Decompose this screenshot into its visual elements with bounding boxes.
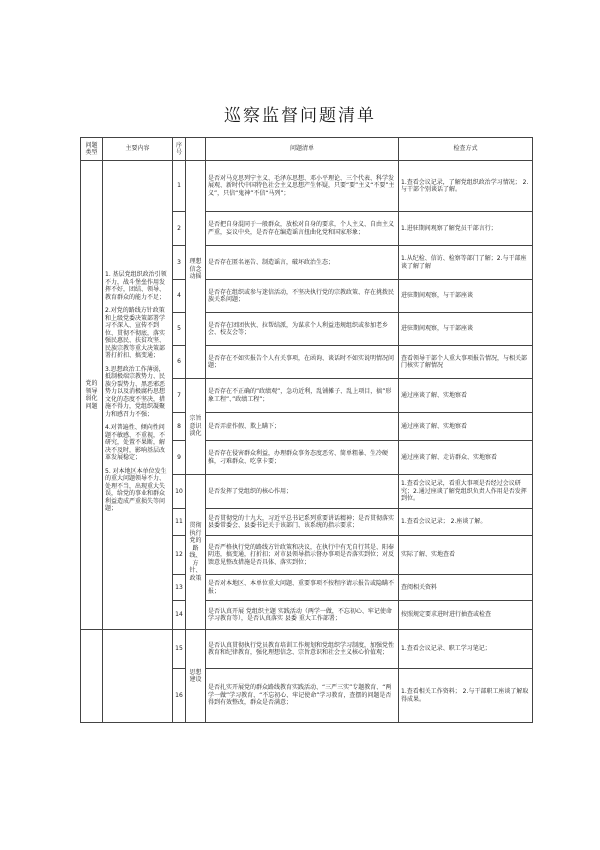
method-cell: 查看领导干部个人重大事项报告情况，与相关部门核实了解情况 (399, 346, 533, 379)
row-number: 6 (173, 346, 186, 379)
row-number: 12 (173, 536, 186, 575)
header-category: 问题类型 (81, 138, 103, 161)
problem-cell: 是否认真贯彻执行党员教育培训工作规划和党组织学习制度，加强党性教育和纪律教育，强化理想信念、宗旨意识和社会主义核心价值观； (206, 630, 399, 669)
row-number: 16 (173, 669, 186, 723)
header-main-content: 主要内容 (103, 138, 173, 161)
method-cell: 按照规定要求进时进行抽查或检查 (399, 601, 533, 630)
row-number: 1 (173, 161, 186, 212)
table-row (81, 630, 533, 669)
row-number: 15 (173, 630, 186, 669)
method-cell: 1.从纪检、信访、检察等部门了解；2.与干部座谈了解了解 (399, 246, 533, 280)
method-cell: 实际了解、实地查看 (399, 536, 533, 575)
problem-cell: 是否发挥了党组织的核心作用； (206, 475, 399, 509)
problem-cell: 是否存在组织或参与迷信活动，不坚决执行党的宗教政策、存在挑拨民族关系问题； (206, 280, 399, 313)
table-header-row (81, 138, 533, 161)
problem-cell: 是否对马克思列宁主义、毛泽东思想、邓小平理论、三个代表、科学发展观、新时代中国特色社会主义思想产生怀疑，只要“要”主义“不要”主义”，只信“鬼神”不信“马列”； (206, 161, 399, 212)
problem-cell: 是否把自身混同于一般群众，放松对自身的要求，个人主义、自由主义严重，妄议中央，是否存在编造谣言扭曲化党和国家形象； (206, 212, 399, 246)
problem-cell: 是否弄虚作假、欺上瞒下； (206, 413, 399, 441)
problem-cell: 是否对本地区、本单位重大问题、重要事项不按程序请示报告或隐瞒不报； (206, 575, 399, 601)
method-cell: 1.查看会议记录、职工学习笔记； (399, 630, 533, 669)
header-subcategory (186, 138, 206, 161)
method-cell: 1.查看会议记录，了解党组织政治学习情况； 2.与干部个别谈话了解。 (399, 161, 533, 212)
method-cell: 1.查看会议记录，看重大事项是否经过会议研究；2.通过座谈了解党组织负责人作用是否发挥到位。 (399, 475, 533, 509)
subcategory-cell: 思想建设 (186, 630, 206, 723)
row-number: 4 (173, 280, 186, 313)
row-number: 9 (173, 441, 186, 475)
table-row (81, 161, 533, 212)
problem-cell: 是否认真开展 党组织主题 实践活动（两学一做，不忘初心、牢记使命学习教育等），是否认真落实 县委 重大工作部署； (206, 601, 399, 630)
category-cell (81, 630, 103, 723)
method-cell: 通过座谈了解、走访群众、实地察看 (399, 441, 533, 475)
main-content-cell (103, 630, 173, 723)
row-number: 2 (173, 212, 186, 246)
method-cell: 查阅相关资料 (399, 575, 533, 601)
problem-cell: 是否扎实开展党的群众路线教育实践活动、“三严三实”专题教育、“两学一做”学习教育、“不忘初心、牢记使命”学习教育，查摆的问题是否得到有效整改，群众是否满意； (206, 669, 399, 723)
main-content-cell (103, 161, 173, 630)
problem-cell: 是否存在不如实报告个人有关事项，在函询、谈话时不如实说明情况问题； (206, 346, 399, 379)
problem-cell: 是否贯彻党的十九大，习近平总书记系列重要讲话精神；是否贯彻落实县委常委会、县委书记关于该部门、该系统的指示要求； (206, 509, 399, 536)
problem-cell: 是否存在侵害群众利益，办理群众事务态度恶劣、简单粗暴、生冷硬推，刁难群众、吃拿卡要； (206, 441, 399, 475)
method-cell: 1.进驻期间观察了解党员干部言行； (399, 212, 533, 246)
row-number: 11 (173, 509, 186, 536)
method-cell: 进驻期间观察，与干部座谈 (399, 313, 533, 346)
row-number: 10 (173, 475, 186, 509)
method-cell: 1.查看会议记录； 2.座谈了解。 (399, 509, 533, 536)
method-cell: 通过座谈了解、实地察看 (399, 413, 533, 441)
problem-cell: 是否存在团团伙伙、拉帮结派，为谋求个人利益违规组织或参加老乡会、校友会等； (206, 313, 399, 346)
row-number: 5 (173, 313, 186, 346)
subcategory-cell: 理想信念动摇 (186, 161, 206, 379)
method-cell: 1.查看相关工作资料； 2.与干部职工座谈了解取得成果。 (399, 669, 533, 723)
header-check-method: 检查方式 (399, 138, 533, 161)
main-content-item: 3.思想政治工作薄弱，抵制极端宗教势力、民族分裂势力、黑恶邪恶势力以及消极腐朽思想文化的态度不坚决，措施不得力，党组织凝聚力和感召力不强； (105, 365, 166, 418)
method-cell: 通过座谈了解、实地察看 (399, 379, 533, 413)
problem-cell: 是否存在匿名诬告、制造谣言，破坏政治生态； (206, 246, 399, 280)
row-number: 3 (173, 246, 186, 280)
row-number: 7 (173, 379, 186, 413)
subcategory-cell: 贯彻执行党的路线、方针、政策 (186, 475, 206, 630)
main-content-item: 5. 对本地区本单位发生的重大问题领导不力、处理不当，出现重大失误，给党的事业和群众利益造成严重损失等问题； (105, 467, 167, 513)
header-number: 序号 (173, 138, 186, 161)
method-cell: 进驻期间观察，与干部座谈 (399, 280, 533, 313)
subcategory-cell: 宗旨意识淡化 (186, 379, 206, 475)
page-title: 巡察监督问题清单 (224, 106, 376, 126)
main-content-item: 4.对普遍性、倾向性问题不敏感、不重视，不研究，处置不果断，解决不及时，影响基层改革发展稳定； (105, 424, 166, 462)
row-number: 14 (173, 601, 186, 630)
problem-table (80, 137, 533, 723)
main-content-item: 1. 基层党组织政治引领不力，战斗堡垒作用发挥不好，团结、领导、教育群众的能力不足； (105, 271, 167, 301)
row-number: 13 (173, 575, 186, 601)
header-problem-list: 问题清单 (206, 138, 399, 161)
problem-cell: 是否存在不正确的”政绩观”，急功近利，乱铺摊子、乱上项目，搞”形象工程”、”政绩工程”； (206, 379, 399, 413)
row-number: 8 (173, 413, 186, 441)
category-cell: 党的领导弱化问题 (81, 161, 103, 630)
main-content-item: 2.对党的路线方针政策和上级党委决策部署学习不深入、宣传不到位、贯彻不彻底，落实强民惠民、扶贫攻坚、民族宗教等重大决策部署打折扣、搞变通； (105, 307, 166, 360)
problem-cell: 是否严格执行党的路线方针政策和决议，在执行中有无自行其是、阳奉阴违，搞变通，打折扣；对市县领导指示督办事项是否落实到位；对反馈意见整改措施是否具体、落实到位； (206, 536, 399, 575)
